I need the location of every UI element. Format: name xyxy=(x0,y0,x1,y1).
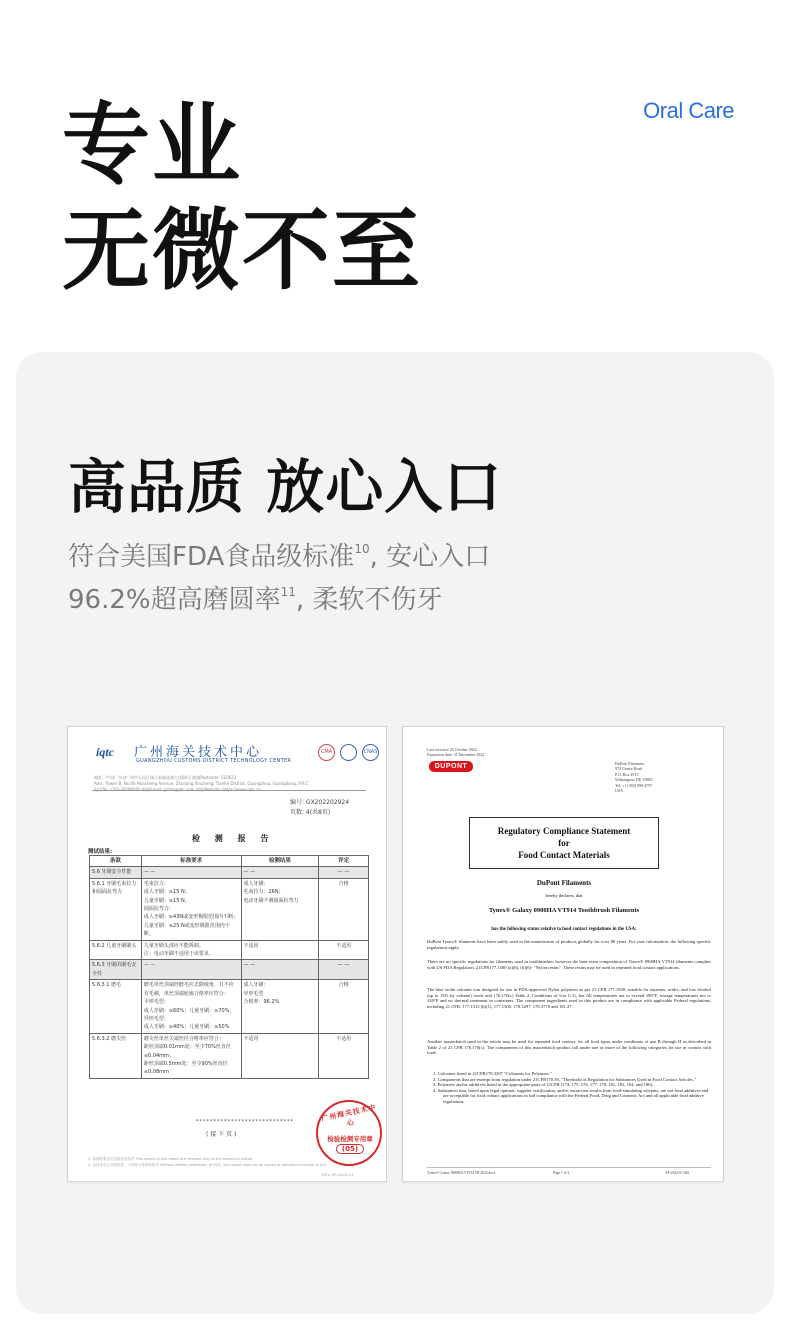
center-name-en: GUANGZHOU CUSTOMS DISTRICT TECHNOLOGY CENTER xyxy=(136,758,292,764)
sub2-tail: , 柔软不伤牙 xyxy=(295,585,443,615)
row-result: 成人牙刷： 异形毛型 合格率：96.2% xyxy=(241,980,319,1033)
row-verdict: 不适用 xyxy=(319,1033,369,1078)
iqtc-logo: iqtc xyxy=(96,745,114,759)
feature-card xyxy=(16,352,774,1314)
table-row xyxy=(90,867,369,878)
row-result: — — xyxy=(241,960,319,980)
row-verdict: 合格 xyxy=(319,980,369,1033)
revision-date: Last revision: 25 October 2022 xyxy=(427,747,477,752)
row-verdict: 合格 xyxy=(319,878,369,940)
col-clause: 条款 xyxy=(90,856,142,867)
row-clause: 5.6.3 牙刷的刷毛安全性 xyxy=(90,960,142,980)
address-line1: 地址：中国广东省广州市天河区珠江新城花城大道66号 邮编Postcode: 510623 xyxy=(94,775,237,780)
box-line2: for xyxy=(558,838,570,848)
list-item: 2. Components that are exempt from regulation under 21CFR170.39, "Threshold of Regulation for Substances Used in Food Contact Articles." xyxy=(433,1076,696,1082)
footnote-10: 10 xyxy=(354,542,370,556)
header-divider xyxy=(92,790,366,791)
table-row xyxy=(90,960,369,980)
hero-title-line2: 无微不至 xyxy=(62,199,423,302)
card-subtitle-line2 xyxy=(68,575,490,618)
list-item: 4. Substances that, based upon legal opinion, supplier certification, and/or extraction results from food-simulating solvents, are not food additives and are acceptable for food contact applications in full compliance with the Federal Food, Drug and Cosmetic Act and all applicable food additive regulations. xyxy=(433,1087,709,1104)
paragraph-4: Another masterbatch used in the article may be used for repeated food contact, for all food types under conditions of use B through H as described in Table 2 of 21 CFR 176.170(c). The components of this masterbatch product fall under one or more of the following categories for use in contact with food: xyxy=(427,1039,711,1056)
box-line3: Food Contact Materials xyxy=(518,850,610,860)
center-name: 广州海关技术中心 xyxy=(134,745,263,760)
statement-title-box xyxy=(469,817,659,869)
expiration-date: Expiration date: 31 December 2022 xyxy=(427,752,485,757)
footnote-1: 1. 检测结果仅对送检样品负责 This results in this report are relevant only to the sample(s) tested. xyxy=(88,1157,254,1161)
card-heading: 高品质 放心入口 xyxy=(68,453,503,521)
col-verdict: 评定 xyxy=(319,856,369,867)
revision-info xyxy=(427,747,484,757)
addr-line: P.O. Box 2915 xyxy=(615,771,639,777)
row-result: — — xyxy=(241,867,319,878)
row-clause: 5.6.3.1 磨毛 xyxy=(90,980,142,1033)
category-list xyxy=(431,1071,711,1105)
addr-line: DuPont Filaments xyxy=(615,761,645,766)
dupont-compliance-statement xyxy=(402,726,724,1182)
row-requirement: — — xyxy=(141,867,241,878)
row-requirement: — — xyxy=(141,960,241,980)
test-results-label: 测试结果: xyxy=(88,849,113,855)
row-requirement: 磨毛单丝顶端经磨毛应去除棱角，且不应有毛刺，单丝顶端轮廓合格率应符合： 平形毛型： 成人牙刷：≥60%；儿童牙刷：≥70%； 异形毛型： 成人牙刷：≥40%；儿童牙刷：≥50% xyxy=(141,980,241,1033)
row-result: 不适用 xyxy=(241,1033,319,1078)
box-line1: Regulatory Compliance Statement xyxy=(497,826,631,836)
footer-filename: Tynex® Galaxy 0900HA VT914 TB 2022.docx xyxy=(427,1171,496,1175)
addr-line: USA xyxy=(615,788,624,794)
form-code: IQTC-QP-10-01-01 xyxy=(322,1173,354,1177)
addr-line: Wilmington, DE 19805 xyxy=(615,777,653,783)
row-result: 不适用 xyxy=(241,940,319,960)
customs-test-report xyxy=(67,726,387,1182)
footnote-11: 11 xyxy=(280,585,296,599)
ilac-seal-icon xyxy=(340,744,357,761)
paragraph-3: The blue violet colorant was designed for use in FDA-approved Nylon polymers as per 21 CFR 177.1500, suitable for aqueous, acidic, and low alcohol (up to 15% by volume) foods and 176.170(c) Table 2, Conditions of Use C-G, hot fill temperatures not to exceed 180°F, storage temperatures not to 120°F and no thermal treatment in containers. The component ingredients used in this product are in compliance with applicable Federal regulations, including 21 CFR: 177.1315 (b)(1), 177.1500, 178.3297, 178.3770 and 181.27. xyxy=(427,987,711,1009)
inspection-seal-icon xyxy=(316,1100,382,1166)
list-item: 1. Colorants listed in 21CFR178.3297 "Colorants for Polymers." xyxy=(433,1071,552,1076)
end-stars: **************************** xyxy=(196,1119,294,1125)
report-number: 编号: GX202202924 xyxy=(290,799,350,806)
col-result: 检测结果 xyxy=(241,856,319,867)
hero-title-line1: 专业 xyxy=(62,93,243,196)
row-clause: 5.6.3.2 磨尖丝 xyxy=(90,1033,142,1078)
row-requirement: 磨尖丝单丝尖端丝径合格率应符合： 距丝顶端0.01mm处：至少70%丝直径≤0.04mm； 距丝顶端0.5mm处：至少90%丝直径≤0.08mm xyxy=(141,1033,241,1078)
table-header-row xyxy=(90,856,369,867)
seal-ring-text: 广州海关技术中心 xyxy=(320,1103,378,1128)
card-subtitle xyxy=(68,532,490,618)
footer-page: Page 1 of 2 xyxy=(553,1171,570,1175)
paragraph-1: DuPont Tynex® filaments have been safely used in the manufacture of products globally for over 80 years. For your information, the following specific regulations apply. xyxy=(427,939,711,950)
row-requirement: 毛束拉力： 成人牙刷：≥15 N； 儿童牙刷：≥15 N。 圆面抗弯力： 成人牙刷：≥43N或变形极限范围内不断； 儿童牙刷：≥25 N或变形极限范围内不断。 xyxy=(141,878,241,940)
footnote-2: 2. 未经本中心书面批准，不得部分复制本报告 Without written permission of IQTC, this report shall not be copied or reproduced except in full. xyxy=(88,1163,327,1167)
row-clause: 5.6.1 牙刷毛束拉力和圆面抗弯力 xyxy=(90,878,142,940)
brand-tag: Oral Care xyxy=(643,98,734,123)
hero-title xyxy=(62,92,422,304)
row-result: 成人牙刷： 毛束拉力：26N； 电动牙刷不测圆面抗弯力 xyxy=(241,878,319,940)
cnas-seal-icon: CNAS xyxy=(362,744,379,761)
row-verdict: — — xyxy=(319,960,369,980)
col-requirement: 标准要求 xyxy=(141,856,241,867)
row-clause: 5.6.2 儿童牙刷刷头 xyxy=(90,940,142,960)
table-row xyxy=(90,940,369,960)
report-title: 检 测 报 告 xyxy=(192,834,275,843)
seal-number: (05) xyxy=(336,1144,364,1154)
table-row xyxy=(90,1033,369,1078)
results-table xyxy=(89,855,369,1079)
footer-code: AP-2022-0-1401 xyxy=(665,1171,690,1175)
list-item: 3. Polymers and/or additives listed in the appropriate parts of 21CFR (174, 175, 176, 177, 178, 181, 182, 184, and 186). xyxy=(433,1082,654,1088)
company-name: DuPont Filaments xyxy=(536,879,592,887)
dupont-address xyxy=(615,761,653,793)
table-row xyxy=(90,980,369,1033)
cma-seal-icon: CMA xyxy=(318,744,335,761)
row-verdict: 不适用 xyxy=(319,940,369,960)
paragraph-2: There are no specific regulations for filaments used in toothbrushes; however the base resin composition of Tynex® 0900HA VT914 filaments complies with US FDA Regulation: 21CFR177.1500 (a)(6), (b)(6)- "Nylon resins". These resins may be used in repeated food contact applications. xyxy=(427,959,711,970)
sub1-text: 符合美国FDA食品级标准 xyxy=(68,542,355,572)
next-page-note: ( 接 下 页 ) xyxy=(206,1131,237,1138)
footer-divider xyxy=(427,1167,711,1168)
dupont-logo: DUPONT xyxy=(429,761,473,772)
addr-line: Tel: +1 (302) 999-4797 xyxy=(615,782,653,788)
address-line3: 电话Tel.: 020-38290000 邮箱Email: gzdai@qtc.com 网址Website: https://www.iqtc.cn xyxy=(94,787,261,792)
addr-line: 974 Centre Road xyxy=(615,766,643,772)
row-verdict: — — xyxy=(319,867,369,878)
sub2-text: 96.2%超高磨圆率 xyxy=(68,585,281,615)
seal-center-text: 检验检测专用章 xyxy=(327,1135,373,1143)
table-row xyxy=(90,878,369,940)
declares-text: hereby declares, that xyxy=(545,893,583,898)
row-requirement: 儿童牙刷头部应不能拆卸。 注：电动牙刷不适用于该要求。 xyxy=(141,940,241,960)
row-clause: 5.6 牙刷安全性能 xyxy=(90,867,142,878)
status-line: has the following status relative to food contact regulations in the USA: xyxy=(491,927,637,932)
sub1-tail: , 安心入口 xyxy=(369,542,491,572)
product-name: Tynex® Galaxy 0900HA VT914 Toothbrush Filaments xyxy=(488,907,640,914)
page-count: 页数: 4(共8页) xyxy=(290,809,331,816)
report-header xyxy=(96,741,376,767)
card-subtitle-line1 xyxy=(68,532,490,575)
address-line2: Add.: Tower B, No.66 Huacheng Avenue, Zhujiang Xincheng, Tianhe District, Guangzhou, Guangdong, P.R.C xyxy=(94,781,309,786)
